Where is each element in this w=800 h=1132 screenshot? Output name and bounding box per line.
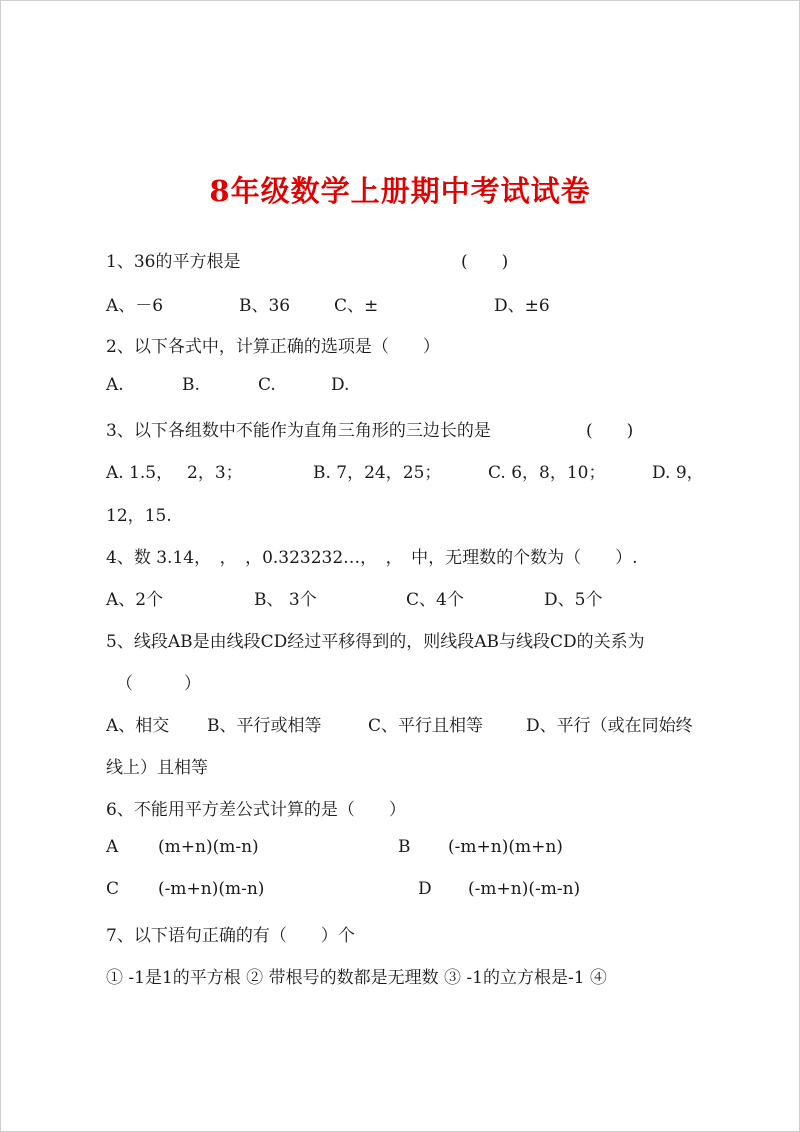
option-d: D、±6 [494, 296, 550, 316]
option-b: B. 7，24，25； [313, 463, 442, 483]
question-1-stem: 1、36的平方根是 [106, 252, 241, 272]
option-a: A、2个 [106, 590, 164, 610]
option-d: D、平行（或在同始终 [526, 716, 693, 736]
option-b: B、36 [239, 296, 291, 316]
question-2-stem: 2、以下各式中，计算正确的选项是（ ） [106, 337, 440, 357]
question-1 [106, 247, 240, 272]
option-c: C、4个 [406, 590, 464, 610]
option-d-label: D [418, 879, 432, 899]
option-a-expr: (m+n)(m-n) [158, 837, 259, 857]
option-b: B、平行或相等 [207, 716, 322, 736]
option-d-expr: (-m+n)(-m-n) [468, 879, 581, 899]
question-1-answer-paren: ( ) [461, 252, 509, 272]
option-a: A、－6 [106, 296, 164, 316]
question-1-options [106, 291, 706, 315]
question-4-options [106, 585, 706, 609]
option-b: B. [182, 375, 200, 395]
question-6-options-ab [106, 837, 706, 861]
question-6-stem: 6、不能用平方差公式计算的是（ ） [106, 800, 406, 820]
option-c: C、± [334, 296, 379, 316]
option-c-expr: (-m+n)(m-n) [158, 879, 265, 899]
option-d: D. 9， [652, 463, 704, 483]
option-d: D、5个 [544, 590, 603, 610]
option-b-label: B [398, 837, 411, 857]
question-4-stem: 4、数 3.14， ， ，0.323232…， ， 中，无理数的个数为（ ）. [106, 548, 638, 568]
question-3-answer-paren: ( ) [586, 421, 634, 441]
option-a: A、相交 [106, 716, 170, 736]
option-b: B、 3个 [254, 590, 317, 610]
option-c: C. 6，8，10； [488, 463, 606, 483]
option-c: C. [258, 375, 276, 395]
option-a-label: A [106, 837, 119, 857]
option-a: A. [106, 375, 124, 395]
question-3-continuation: 12，15. [106, 506, 172, 526]
option-c-label: C [106, 879, 120, 899]
question-6-options-cd [106, 879, 706, 903]
question-5-stem: 5、线段AB是由线段CD经过平移得到的，则线段AB与线段CD的关系为 [106, 632, 645, 652]
question-3-options [106, 458, 706, 482]
option-b-expr: (-m+n)(m+n) [448, 837, 563, 857]
question-7-statements: ① -1是1的平方根 ② 带根号的数都是无理数 ③ -1的立方根是-1 ④ [106, 968, 607, 988]
question-2-options [106, 375, 706, 399]
question-5-answer-paren: （ ） [116, 674, 201, 694]
question-3-stem: 3、以下各组数中不能作为直角三角形的三边长的是 [106, 421, 491, 441]
exam-title: 8年级数学上册期中考试试卷 [209, 174, 591, 208]
option-c: C、平行且相等 [368, 716, 484, 736]
option-d: D. [331, 375, 350, 395]
question-7-stem: 7、以下语句正确的有（ ）个 [106, 926, 355, 946]
option-a: A. 1.5， 2，3； [106, 463, 243, 483]
question-5-options [106, 711, 706, 735]
question-5-continuation: 线上）且相等 [106, 758, 208, 778]
